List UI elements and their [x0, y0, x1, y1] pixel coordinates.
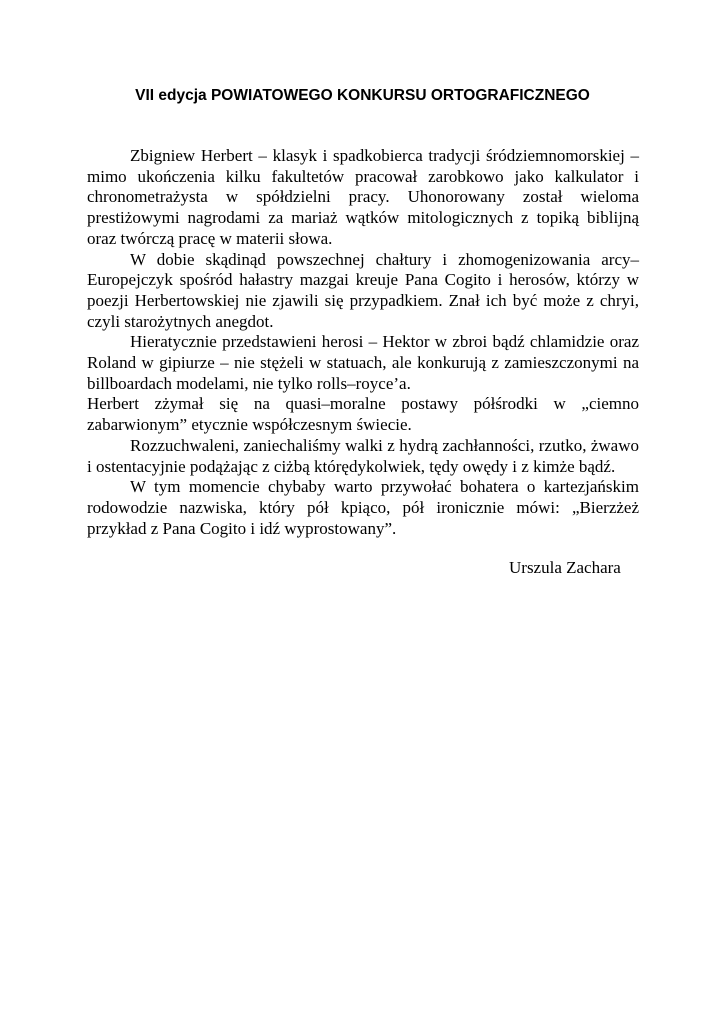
document-title: VII edycja POWIATOWEGO KONKURSU ORTOGRAFICZNEGO: [135, 87, 590, 104]
document-body: [87, 146, 639, 539]
paragraph-5: Rozzuchwaleni, zaniechaliśmy walki z hydrą zachłanności, rzutko, żwawo i ostentacyjnie podążając z ciżbą którędykolwiek, tędy owędy i z kimże bądź.: [87, 435, 639, 476]
paragraph-6: W tym momencie chybaby warto przywołać bohatera o kartezjańskim rodowodzie nazwiska, który pół kpiąco, pół ironicznie mówi: „Bierzżeż przykład z Pana Cogito i idź wyprostowany”.: [87, 477, 639, 538]
paragraph-2: W dobie skądinąd powszechnej chałtury i zhomogenizowania arcy–Europejczyk spośród hałastry mazgai kreuje Pana Cogito i herosów, którzy w poezji Herbertowskiej nie zjawili się przypadkiem. Znał ich być może z chryi, czyli starożytnych anegdot.: [87, 249, 639, 331]
paragraph-4: Herbert zżymał się na quasi–moralne postawy półśrodki w „ciemno zabarwionym” etycznie współczesnym świecie.: [87, 394, 639, 435]
paragraph-3: Hieratycznie przedstawieni herosi – Hektor w zbroi bądź chlamidzie oraz Roland w gipiurze – nie stężeli w statuach, ale konkurują z zamieszczonymi na billboardach modelami, nie tylko rolls–royce’a.: [87, 332, 639, 393]
paragraph-1: Zbigniew Herbert – klasyk i spadkobierca tradycji śródziemnomorskiej – mimo ukończenia kilku fakultetów pracował zarobkowo jako kalkulator i chronometrażysta w spółdzielni pracy. Uhonorowany został wieloma prestiżowymi nagrodami za mariaż wątków mitologicznych z topiką biblijną oraz twórczą pracę w materii słowa.: [87, 146, 639, 248]
author-signature: Urszula Zachara: [509, 558, 621, 577]
